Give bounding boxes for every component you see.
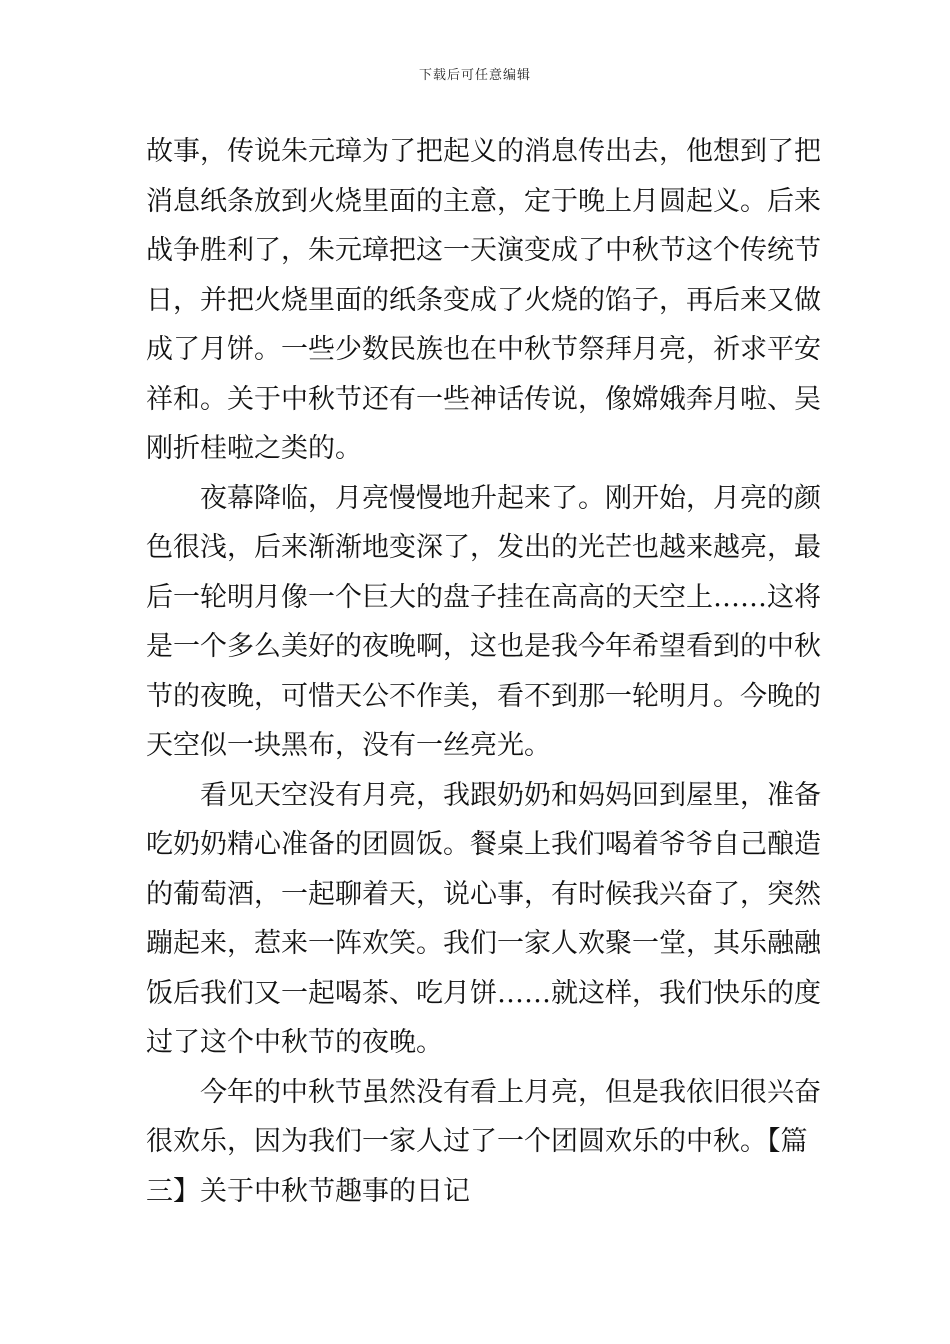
text-line: 祥和。关于中秋节还有一些神话传说，像嫦娥奔月啦、吴	[146, 383, 821, 415]
document-body	[146, 127, 821, 1216]
text-line: 节的夜晚，可惜天公不作美，看不到那一轮明月。今晚的	[146, 680, 821, 712]
text-line: 消息纸条放到火烧里面的主意，定于晚上月圆起义。后来	[146, 185, 821, 217]
text-line: 很欢乐，因为我们一家人过了一个团圆欢乐的中秋。【篇	[146, 1126, 808, 1157]
text-line: 刚折桂啦之类的。	[146, 433, 362, 464]
text-line: 吃奶奶精心准备的团圆饭。餐桌上我们喝着爷爷自己酿造	[146, 829, 821, 860]
text-line: 蹦起来，惹来一阵欢笑。我们一家人欢聚一堂，其乐融融	[146, 928, 821, 959]
text-line: 天空似一块黑布，没有一丝亮光。	[146, 730, 551, 761]
text-line: 后一轮明月像一个巨大的盘子挂在高高的天空上……这将	[146, 581, 821, 613]
text-line: 饭后我们又一起喝茶、吃月饼……就这样，我们快乐的度	[146, 977, 821, 1009]
text-line: 三】关于中秋节趣事的日记	[146, 1175, 470, 1207]
text-line: 战争胜利了，朱元璋把这一天演变成了中秋节这个传统节	[146, 235, 821, 266]
text-line: 日，并把火烧里面的纸条变成了火烧的馅子，再后来又做	[146, 284, 821, 316]
text-line: 色很浅，后来渐渐地变深了，发出的光芒也越来越亮，最	[146, 532, 821, 563]
text-line: 成了月饼。一些少数民族也在中秋节祭拜月亮，祈求平安	[146, 334, 821, 365]
text-line: 故事，传说朱元璋为了把起义的消息传出去，他想到了把	[146, 136, 821, 167]
paragraph-first-line: 夜幕降临，月亮慢慢地升起来了。刚开始，月亮的颜	[200, 482, 821, 514]
page-header: 下载后可任意编辑	[418, 68, 531, 83]
text-line: 是一个多么美好的夜晚啊，这也是我今年希望看到的中秋	[146, 631, 821, 662]
paragraph-first-line: 看见天空没有月亮，我跟奶奶和妈妈回到屋里，准备	[200, 779, 821, 811]
text-line: 过了这个中秋节的夜晚。	[146, 1027, 443, 1058]
paragraph-first-line: 今年的中秋节虽然没有看上月亮，但是我依旧很兴奋	[200, 1076, 821, 1108]
text-line: 的葡萄酒，一起聊着天，说心事，有时候我兴奋了，突然	[146, 878, 821, 910]
